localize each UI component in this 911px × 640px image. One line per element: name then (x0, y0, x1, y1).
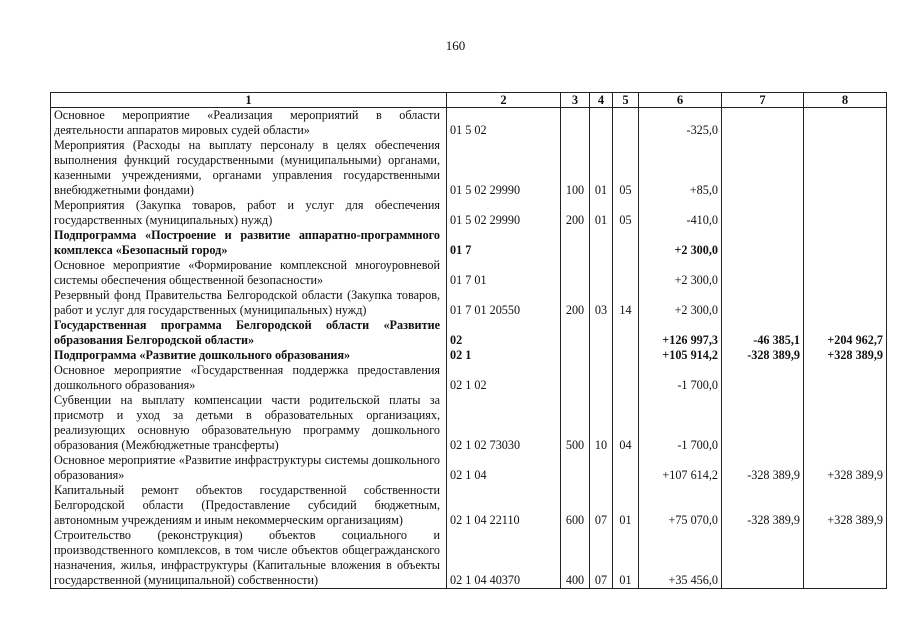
row-value-1: -1 700,0 (639, 363, 722, 393)
table-row (51, 318, 887, 348)
row-section (590, 348, 613, 363)
row-value-1: +107 614,2 (639, 453, 722, 483)
table-row (51, 138, 887, 198)
row-subsection (613, 363, 639, 393)
row-expense-type (561, 318, 590, 348)
row-code: 01 7 01 20550 (447, 288, 561, 318)
row-code: 01 5 02 29990 (447, 198, 561, 228)
row-section (590, 453, 613, 483)
row-subsection (613, 348, 639, 363)
row-subsection: 05 (613, 198, 639, 228)
row-name: Субвенции на выплату компенсации части родительской платы за присмотр и уход за детьми в образовательных организациях, реализующих основную образовательную программу дошкольного образования (Межбюджетные трансферты) (51, 393, 447, 453)
row-section: 03 (590, 288, 613, 318)
row-code: 02 1 04 (447, 453, 561, 483)
row-value-2: -328 389,9 (722, 453, 804, 483)
row-subsection: 04 (613, 393, 639, 453)
row-name: Основное мероприятие «Формирование комплексной многоуровневой системы обеспечения общественной безопасности» (51, 258, 447, 288)
row-value-2 (722, 528, 804, 589)
row-value-1: -410,0 (639, 198, 722, 228)
row-expense-type: 100 (561, 138, 590, 198)
row-section (590, 363, 613, 393)
row-value-3 (804, 288, 887, 318)
row-section: 01 (590, 138, 613, 198)
row-value-2: -328 389,9 (722, 348, 804, 363)
row-expense-type: 400 (561, 528, 590, 589)
row-code: 02 1 04 40370 (447, 528, 561, 589)
table-row (51, 228, 887, 258)
table-row (51, 528, 887, 589)
row-value-3 (804, 528, 887, 589)
table-row (51, 198, 887, 228)
row-section (590, 228, 613, 258)
row-section (590, 108, 613, 139)
row-name: Основное мероприятие «Государственная поддержка предоставления дошкольного образования» (51, 363, 447, 393)
row-value-3 (804, 363, 887, 393)
row-value-1: +2 300,0 (639, 258, 722, 288)
row-code: 01 7 (447, 228, 561, 258)
row-expense-type (561, 363, 590, 393)
row-subsection: 01 (613, 483, 639, 528)
row-value-2 (722, 363, 804, 393)
row-expense-type (561, 453, 590, 483)
row-value-3 (804, 393, 887, 453)
col-header-8: 8 (804, 93, 887, 108)
table-row (51, 363, 887, 393)
row-name: Мероприятия (Расходы на выплату персоналу в целях обеспечения выполнения функций государственными (муниципальными) органами, казенными учреждениями, органами управления государственными внебюджетными фондами) (51, 138, 447, 198)
row-expense-type: 200 (561, 288, 590, 318)
row-value-1: -1 700,0 (639, 393, 722, 453)
table-row (51, 453, 887, 483)
row-code: 01 5 02 (447, 108, 561, 139)
row-expense-type: 600 (561, 483, 590, 528)
row-code: 02 1 04 22110 (447, 483, 561, 528)
col-header-5: 5 (613, 93, 639, 108)
row-value-2 (722, 138, 804, 198)
row-name: Резервный фонд Правительства Белгородской области (Закупка товаров, работ и услуг для государственных (муниципальных) нужд) (51, 288, 447, 318)
table-row (51, 108, 887, 139)
row-subsection: 05 (613, 138, 639, 198)
row-name: Подпрограмма «Построение и развитие аппаратно-программного комплекса «Безопасный город» (51, 228, 447, 258)
row-subsection (613, 318, 639, 348)
row-expense-type (561, 108, 590, 139)
row-value-2 (722, 393, 804, 453)
col-header-6: 6 (639, 93, 722, 108)
row-name: Государственная программа Белгородской области «Развитие образования Белгородской области» (51, 318, 447, 348)
row-value-1: +35 456,0 (639, 528, 722, 589)
row-value-1: +2 300,0 (639, 228, 722, 258)
row-code: 02 1 02 73030 (447, 393, 561, 453)
row-section: 10 (590, 393, 613, 453)
row-section (590, 318, 613, 348)
row-name: Подпрограмма «Развитие дошкольного образования» (51, 348, 447, 363)
row-value-3: +328 389,9 (804, 483, 887, 528)
row-expense-type (561, 258, 590, 288)
row-subsection (613, 453, 639, 483)
row-subsection (613, 258, 639, 288)
row-value-3: +204 962,7 (804, 318, 887, 348)
header-row (51, 93, 887, 108)
row-name: Строительство (реконструкция) объектов социального и производственного комплексов, в том числе объектов общегражданского назначения, жилья, инфраструктуры (Капитальные вложения в объекты государственной (муниципальной) собственности) (51, 528, 447, 589)
row-value-2: -46 385,1 (722, 318, 804, 348)
row-subsection: 01 (613, 528, 639, 589)
row-name: Мероприятия (Закупка товаров, работ и услуг для обеспечения государственных (муниципальных) нужд) (51, 198, 447, 228)
row-value-3: +328 389,9 (804, 348, 887, 363)
col-header-7: 7 (722, 93, 804, 108)
table-row (51, 258, 887, 288)
row-code: 01 7 01 (447, 258, 561, 288)
row-value-2 (722, 288, 804, 318)
row-code: 02 (447, 318, 561, 348)
col-header-4: 4 (590, 93, 613, 108)
row-expense-type (561, 348, 590, 363)
table-body (51, 108, 887, 589)
row-code: 02 1 02 (447, 363, 561, 393)
row-value-1: +85,0 (639, 138, 722, 198)
row-name: Капитальный ремонт объектов государственной собственности Белгородской области (Предоставление субсидий бюджетным, автономным учреждениям и иным некоммерческим организациям) (51, 483, 447, 528)
table-row (51, 348, 887, 363)
row-value-2 (722, 258, 804, 288)
row-code: 01 5 02 29990 (447, 138, 561, 198)
row-value-1: +75 070,0 (639, 483, 722, 528)
row-section (590, 258, 613, 288)
row-code: 02 1 (447, 348, 561, 363)
col-header-3: 3 (561, 93, 590, 108)
row-value-2 (722, 198, 804, 228)
row-value-2 (722, 108, 804, 139)
row-value-1: +105 914,2 (639, 348, 722, 363)
page-number: 160 (445, 38, 466, 53)
row-value-3 (804, 138, 887, 198)
row-value-1: -325,0 (639, 108, 722, 139)
row-expense-type (561, 228, 590, 258)
row-expense-type: 200 (561, 198, 590, 228)
table-row (51, 288, 887, 318)
table-row (51, 483, 887, 528)
row-value-3 (804, 198, 887, 228)
row-value-3 (804, 228, 887, 258)
budget-table (50, 92, 887, 589)
row-name: Основное мероприятие «Реализация мероприятий в области деятельности аппаратов мировых судей области» (51, 108, 447, 139)
row-section: 07 (590, 528, 613, 589)
row-subsection (613, 108, 639, 139)
col-header-1: 1 (51, 93, 447, 108)
row-value-2 (722, 228, 804, 258)
row-value-2: -328 389,9 (722, 483, 804, 528)
row-expense-type: 500 (561, 393, 590, 453)
row-value-1: +2 300,0 (639, 288, 722, 318)
row-subsection: 14 (613, 288, 639, 318)
col-header-2: 2 (447, 93, 561, 108)
row-subsection (613, 228, 639, 258)
row-section: 01 (590, 198, 613, 228)
row-value-3 (804, 258, 887, 288)
table-row (51, 393, 887, 453)
row-name: Основное мероприятие «Развитие инфраструктуры системы дошкольного образования» (51, 453, 447, 483)
row-value-3 (804, 108, 887, 139)
row-value-1: +126 997,3 (639, 318, 722, 348)
row-section: 07 (590, 483, 613, 528)
row-value-3: +328 389,9 (804, 453, 887, 483)
